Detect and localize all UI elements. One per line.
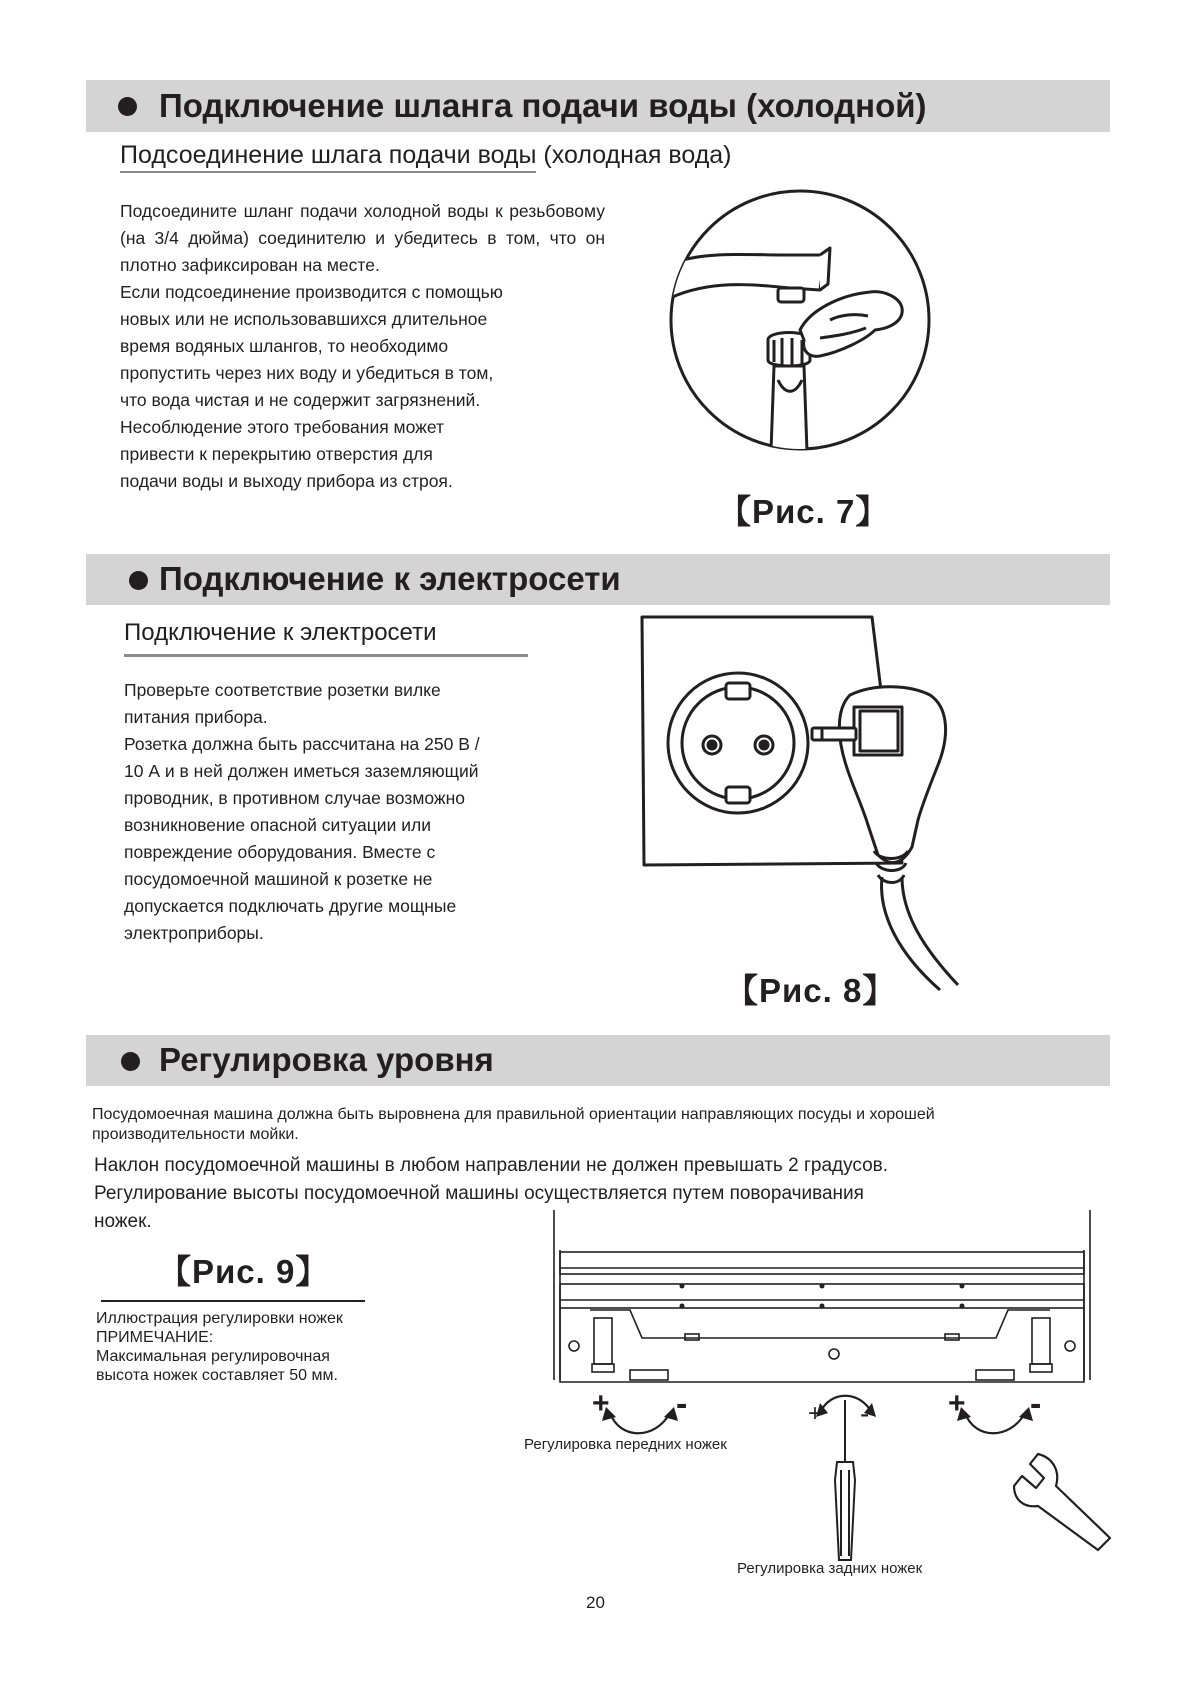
text-line: допускается подключать другие мощные [124, 896, 457, 916]
text-line: 10 А и в ней должен иметься заземляющий [124, 761, 479, 781]
text-line: Посудомоечная машина должна быть выровнена для правильной ориентации направляющих посуды и хорошей [92, 1106, 935, 1123]
subheading-underlined: Подсоединение шлага подачи воды [120, 141, 536, 173]
figure-9-divider [101, 1300, 365, 1302]
section-heading-water [86, 80, 1110, 132]
subheading-divider [124, 654, 528, 657]
figure-9-label: 【Рис. 9】 [158, 1253, 330, 1290]
front-legs-label: Регулировка передних ножек [524, 1436, 727, 1453]
front-left-minus: - [676, 1385, 688, 1423]
bullet-icon [129, 571, 148, 590]
rear-minus: - [860, 1398, 870, 1429]
bullet-icon [121, 1052, 140, 1071]
text-line: Наклон посудомоечной машины в любом направлении не должен превышать 2 градусов. [94, 1155, 889, 1176]
text-line: Регулирование высоты посудомоечной машины осуществляется путем поворачивания [94, 1183, 864, 1204]
text-line: время водяных шлангов, то необходимо [120, 336, 449, 356]
text-line: Розетка должна быть рассчитана на 250 В / [124, 734, 480, 754]
text-line: высота ножек составляет 50 мм. [96, 1367, 338, 1384]
subheading-power: Подключение к электросети [124, 619, 437, 646]
text-line: привести к перекрытию отверстия для [120, 444, 433, 464]
water-instructions [120, 198, 605, 495]
text-line: Проверьте соответствие розетки вилке [124, 680, 441, 700]
front-right-plus: + [948, 1387, 966, 1420]
water-para-1: Подсоедините шланг подачи холодной воды к резьбовому (на 3/4 дюйма) соединителю и убедитесь в том, что он плотно зафиксирован на месте. [120, 201, 605, 275]
text-line: Иллюстрация регулировки ножек [96, 1310, 343, 1327]
heading-text: Регулировка уровня [159, 1041, 494, 1078]
figure-8-label: 【Рис. 8】 [725, 972, 897, 1009]
text-line: что вода чистая и не содержит загрязнений. [120, 390, 481, 410]
text-line: посудомоечной машиной к розетке не [124, 869, 433, 889]
page-number: 20 [586, 1593, 605, 1612]
heading-text: Подключение к электросети [159, 560, 621, 597]
faucet-hose-illustration [670, 180, 940, 480]
level-note [96, 1309, 343, 1385]
level-intro [92, 1105, 935, 1145]
text-line: Несоблюдение этого требования может [120, 417, 444, 437]
front-right-minus: - [1030, 1385, 1042, 1423]
text-line: новых или не использовавшихся длительное [120, 309, 488, 329]
text-line: ножек. [94, 1211, 152, 1232]
text-line: Максимальная регулировочная [96, 1348, 330, 1365]
text-line: Если подсоединение производится с помощью [120, 282, 503, 302]
front-left-plus: + [592, 1387, 610, 1420]
text-line: возникновение опасной ситуации или [124, 815, 431, 835]
figure-7-label: 【Рис. 7】 [718, 493, 890, 530]
rear-legs-label: Регулировка задних ножек [737, 1560, 923, 1577]
text-line: питания прибора. [124, 707, 268, 727]
text-line: подачи воды и выходу прибора из строя. [120, 471, 453, 491]
text-line: ПРИМЕЧАНИЕ: [96, 1329, 214, 1346]
power-instructions [124, 677, 564, 947]
section-heading-power [86, 554, 1110, 605]
screwdriver-icon [825, 1400, 865, 1570]
bullet-icon [118, 97, 137, 116]
rear-plus: + [808, 1400, 823, 1427]
subheading-rest: (холодная вода) [536, 141, 732, 169]
wrench-icon [1010, 1450, 1120, 1550]
text-line: повреждение оборудования. Вместе с [124, 842, 436, 862]
subheading-water [120, 141, 732, 170]
text-line: пропустить через них воду и убедиться в том, [120, 363, 494, 383]
socket-plug-illustration [640, 615, 1000, 995]
text-line: проводник, в противном случае возможно [124, 788, 466, 808]
text-line: электроприборы. [124, 923, 264, 943]
text-line: производительности мойки. [92, 1126, 299, 1143]
heading-text: Подключение шланга подачи воды (холодной) [159, 87, 927, 124]
section-heading-level [86, 1035, 1110, 1086]
dishwasher-base-illustration [550, 1210, 1110, 1390]
